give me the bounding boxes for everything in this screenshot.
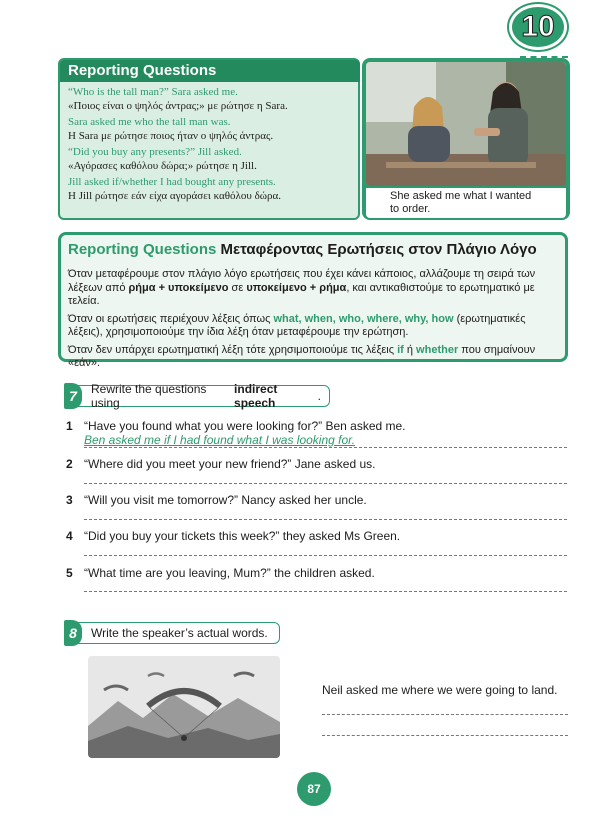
- grammar-box: [58, 232, 568, 369]
- exercise-item: [66, 457, 375, 471]
- grammar-text: ή: [403, 343, 417, 356]
- reporting-box-title: Reporting Questions: [60, 60, 360, 82]
- example-line: Sara asked me who the tall man was.: [68, 116, 231, 128]
- example-line: “Did you buy any presents?” Jill asked.: [68, 146, 242, 158]
- grammar-title-gr: Μεταφέροντας Ερωτήσεις στον Πλάγιο Λόγο: [220, 241, 537, 258]
- photo-caption: She asked me what I wanted to order.: [366, 188, 566, 218]
- item-question: “Will you visit me tomorrow?” Nancy asked her uncle.: [84, 493, 367, 507]
- answer-line[interactable]: [84, 519, 567, 520]
- instruction-text: Rewrite the questions using: [91, 382, 207, 410]
- grammar-emphasis: υποκείμενο + ρήμα: [246, 281, 347, 294]
- answer-line[interactable]: [84, 447, 567, 448]
- grammar-text: Όταν μεταφέρουμε στον πλάγιο λόγο ερωτήσεις που έχει κάνει κάποιος, αλλάζουμε τη σειρά των λέξεων από: [68, 268, 536, 294]
- grammar-explanation: [68, 268, 563, 375]
- item-number: 5: [66, 566, 73, 580]
- grammar-emphasis: ρήμα + υποκείμενο: [128, 281, 229, 294]
- answer-line[interactable]: [322, 735, 568, 736]
- instruction-text: Write the speaker’s actual words.: [91, 626, 268, 640]
- example-line: «Αγόρασες καθόλου δώρα;» ρώτησε η Jill.: [68, 159, 257, 172]
- grammar-text: (ερωτηματικές λέξεις), χρησιμοποιούμε την ίδια λέξη όταν μεταφέρουμε την ερώτηση.: [68, 312, 526, 338]
- item-question: “Have you found what you were looking for?” Ben asked me.: [84, 419, 406, 433]
- photo-frame: [362, 58, 570, 220]
- grammar-text: Όταν οι ερωτήσεις περιέχουν λέξεις όπως: [68, 312, 274, 325]
- answer-line[interactable]: [322, 714, 568, 715]
- grammar-paragraph: [68, 313, 563, 340]
- whether-word: whether: [416, 343, 459, 356]
- grammar-text: Όταν δεν υπάρχει ερωτηματική λέξη τότε χρησιμοποιούμε τις λέξεις: [68, 343, 398, 356]
- answer-line[interactable]: [84, 483, 567, 484]
- exercise-7-number: 7: [64, 383, 82, 409]
- restaurant-photo: [366, 62, 566, 186]
- exercise-item: [66, 566, 375, 580]
- answer-line[interactable]: [84, 555, 567, 556]
- grammar-paragraph: [68, 268, 563, 309]
- page-number: 87: [297, 772, 331, 806]
- if-word: if: [397, 343, 404, 356]
- restaurant-photo-illustration: [366, 62, 566, 186]
- grammar-paragraph: [68, 344, 563, 371]
- reporting-box-examples: [68, 86, 288, 206]
- exercise-item: [66, 419, 406, 433]
- example-line: Η Sara με ρώτησε ποιος ήταν ο ψηλός άντρας.: [68, 129, 274, 142]
- item-question: “Did you buy your tickets this week?” they asked Ms Green.: [84, 529, 401, 543]
- unit-number-badge: 10: [509, 4, 567, 50]
- exercise-7-instruction: [66, 382, 330, 410]
- example-line: «Ποιος είναι ο ψηλός άντρας;» με ρώτησε η Sara.: [68, 99, 288, 112]
- item-question: “What time are you leaving, Mum?” the children asked.: [84, 566, 375, 580]
- grammar-text: , και αντικαθιστούμε το ερωτηματικό με τελεία.: [68, 281, 535, 307]
- instruction-emphasis: indirect speech: [234, 382, 278, 410]
- item-number: 4: [66, 529, 73, 543]
- item-number: 3: [66, 493, 73, 507]
- example-answer: Ben asked me if I had found what I was looking for.: [84, 433, 356, 447]
- example-line: Η Jill ρώτησε εάν είχα αγοράσει καθόλου δώρα.: [68, 189, 282, 202]
- instruction-text: .: [317, 389, 321, 403]
- example-line: “Who is the tall man?” Sara asked me.: [68, 86, 238, 98]
- grammar-title-en: Reporting Questions: [68, 241, 217, 258]
- reporting-questions-box: [58, 58, 360, 220]
- paragliding-scene: [88, 656, 280, 758]
- grammar-text: σε: [228, 281, 247, 294]
- exercise-8-number: 8: [64, 620, 82, 646]
- question-words: what, when, who, where, why, how: [273, 312, 454, 325]
- grammar-heading: [68, 241, 537, 258]
- item-number: 1: [66, 419, 73, 433]
- exercise-8-instruction: [66, 622, 280, 644]
- item-number: 2: [66, 457, 73, 471]
- example-line: Jill asked if/whether I had bought any presents.: [68, 176, 276, 188]
- paragliding-illustration: [88, 656, 280, 758]
- answer-line[interactable]: [84, 591, 567, 592]
- exercise-item: [66, 493, 367, 507]
- reported-sentence: Neil asked me where we were going to land.: [322, 683, 558, 697]
- item-question: “Where did you meet your new friend?” Jane asked us.: [84, 457, 376, 471]
- exercise-item: [66, 529, 400, 543]
- grammar-text: που σημαίνουν «εάν».: [68, 343, 536, 369]
